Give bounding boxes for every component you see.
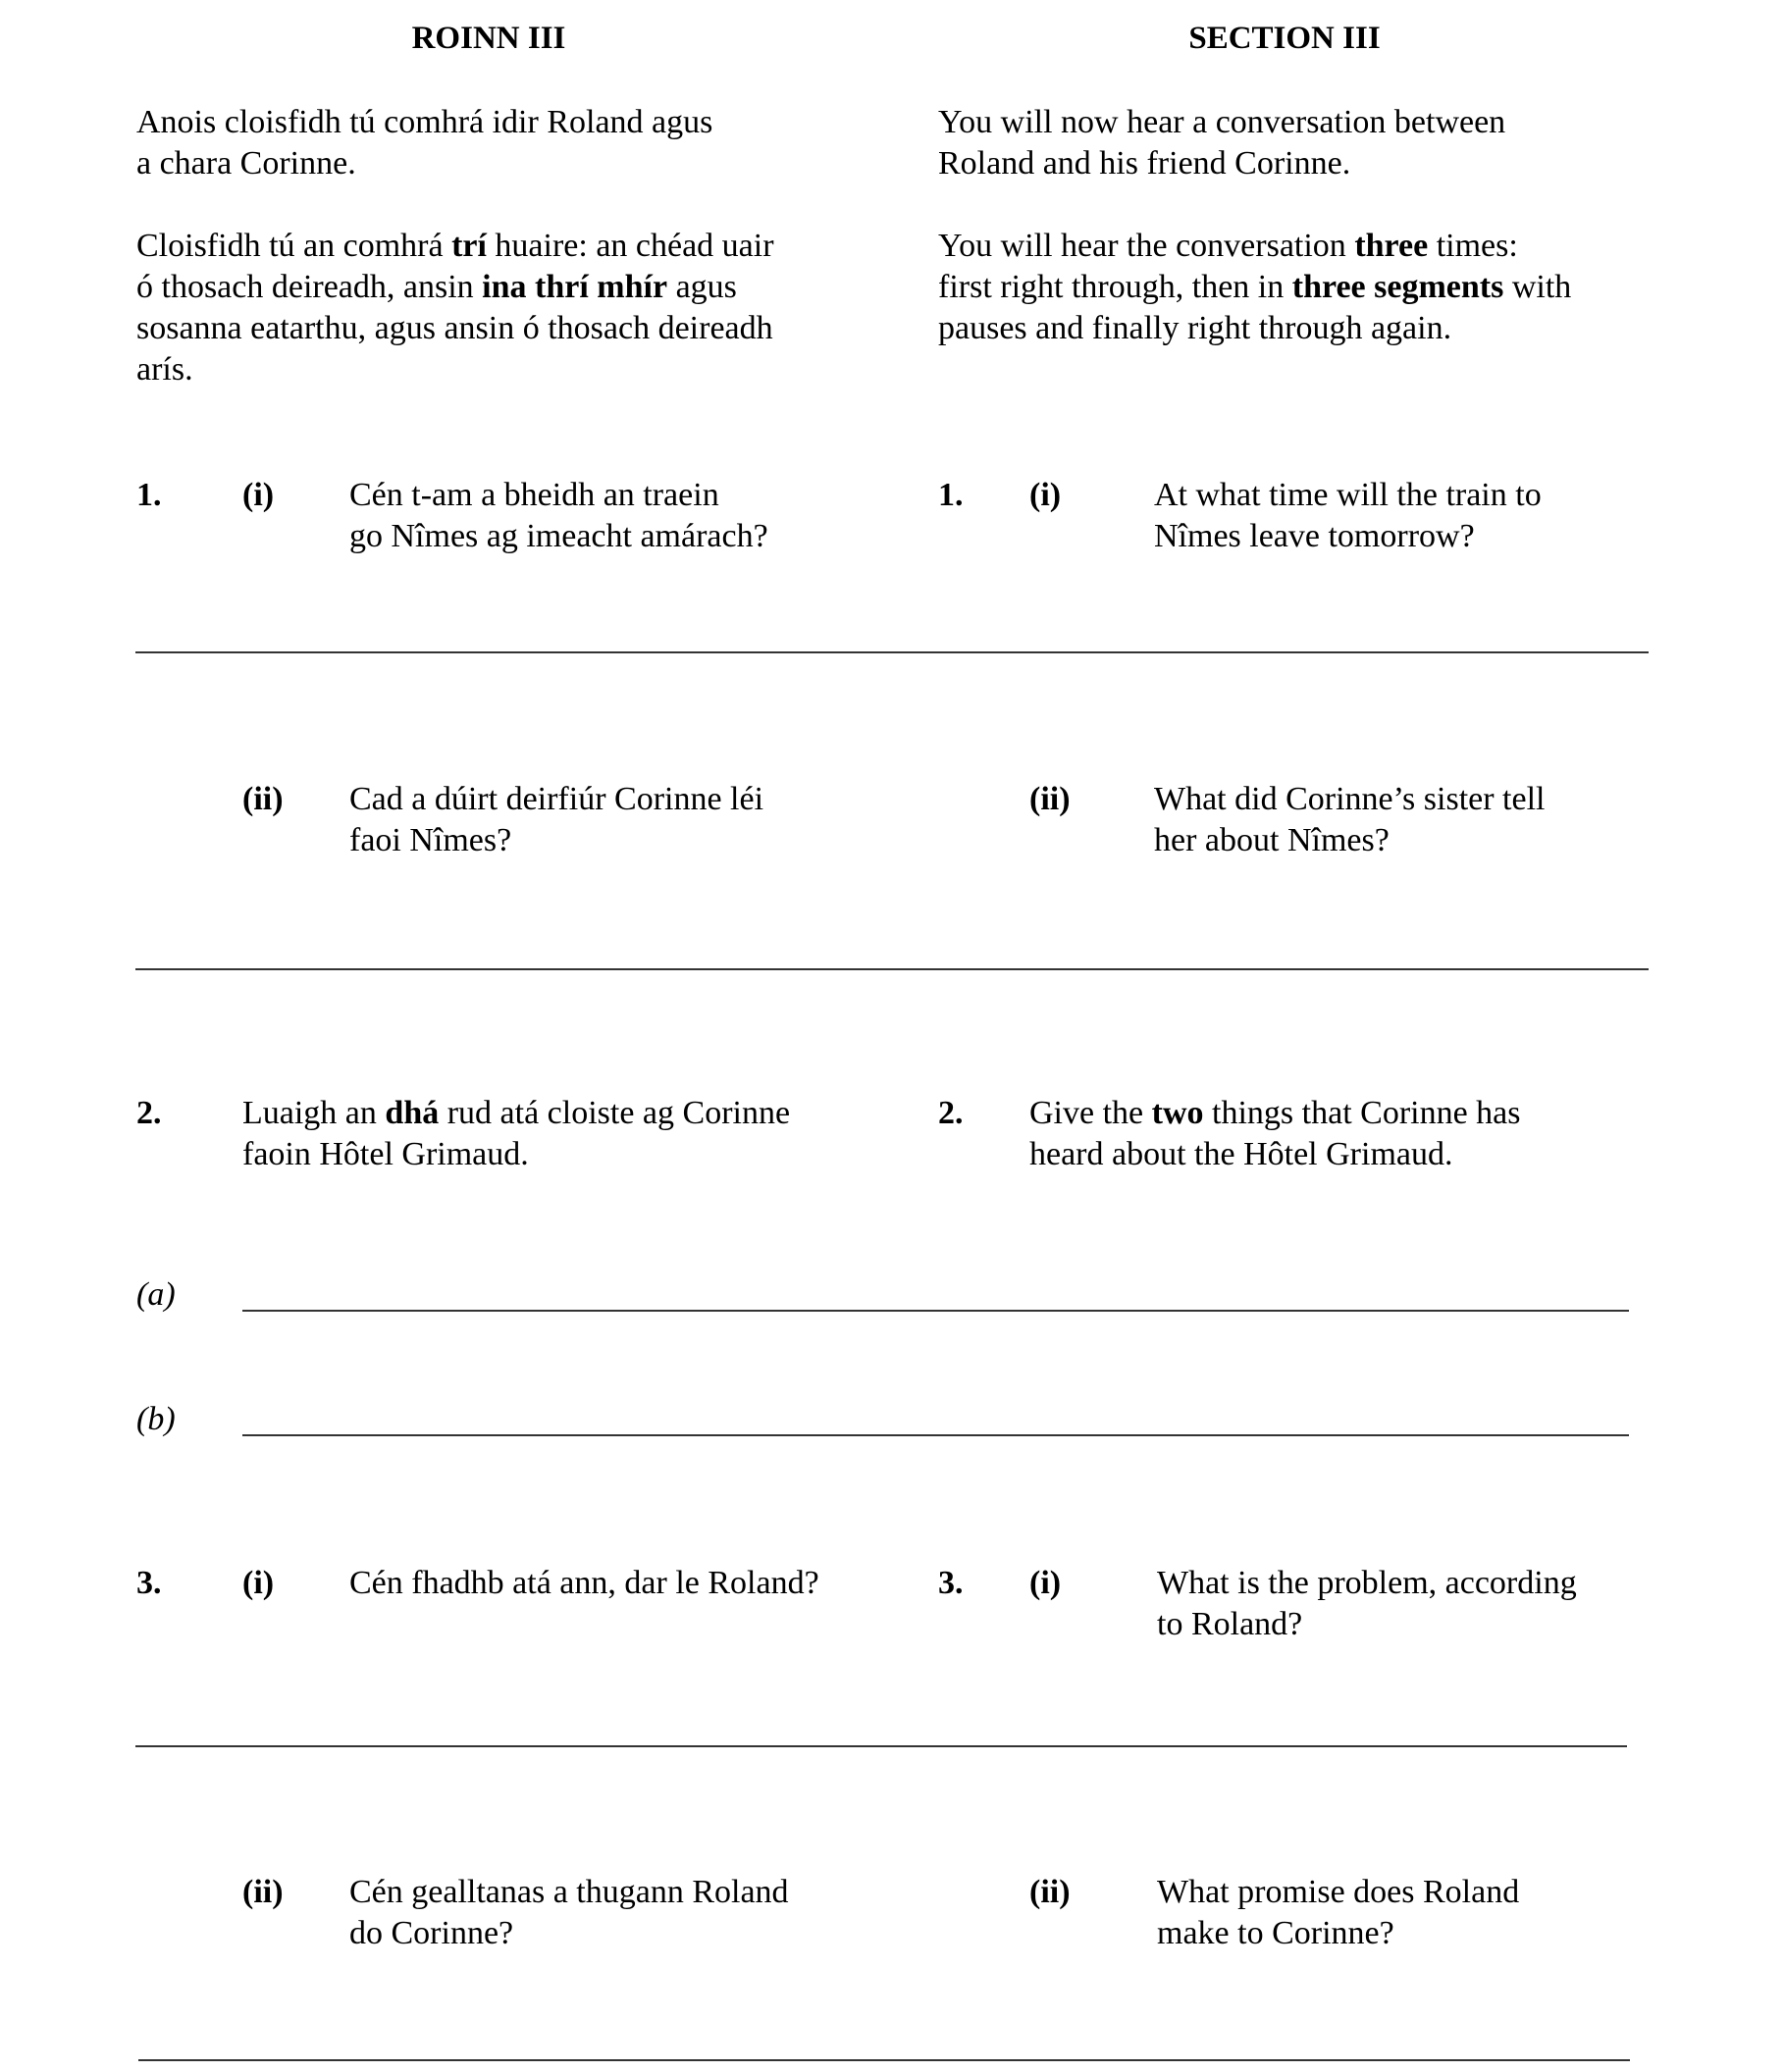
intro-line: sosanna eatarthu, agus ansin ó thosach deireadh — [136, 310, 773, 346]
intro-line: Anois cloisfidh tú comhrá idir Roland agus — [136, 104, 713, 140]
section-heading-english: SECTION III — [1188, 21, 1381, 56]
question-number: 2. — [136, 1095, 162, 1131]
subquestion-label: (ii) — [1029, 781, 1071, 817]
subquestion-label: (ii) — [242, 781, 284, 817]
question-text-english: At what time will the train to Nîmes leave tomorrow? — [1154, 477, 1542, 554]
question-text-english: What promise does Roland make to Corinne? — [1157, 1874, 1520, 1951]
question-number: 3. — [938, 1565, 964, 1601]
subquestion-label: (i) — [242, 477, 275, 513]
question-text-english: What is the problem, according to Roland? — [1157, 1565, 1577, 1642]
intro-line: You will now hear a conversation between — [938, 104, 1506, 140]
question-text-irish: Luaigh an dhá rud atá cloiste ag Corinne faoin Hôtel Grimaud. — [242, 1095, 791, 1172]
intro-line: a chara Corinne. — [136, 145, 356, 181]
subquestion-label: (i) — [1029, 477, 1062, 513]
question-number: 1. — [136, 477, 162, 513]
intro-english-p2 — [938, 226, 1571, 349]
answer-label-a: (a) — [136, 1276, 176, 1313]
question-text-english: What did Corinne’s sister tell her about Nîmes? — [1154, 781, 1546, 858]
answer-line-2a[interactable] — [242, 1310, 1629, 1312]
intro-line: Cloisfidh tú an comhrá trí huaire: an chéad uair — [136, 228, 774, 264]
answer-line-3i[interactable] — [135, 1745, 1627, 1747]
question-number: 1. — [938, 477, 964, 513]
subquestion-label: (i) — [242, 1565, 275, 1601]
intro-irish-p1 — [136, 102, 712, 184]
subquestion-label: (ii) — [1029, 1874, 1071, 1910]
intro-line: first right through, then in three segments with — [938, 269, 1572, 305]
question-text-irish: Cén fhadhb atá ann, dar le Roland? — [349, 1565, 819, 1601]
intro-line: arís. — [136, 351, 193, 388]
answer-line-1i[interactable] — [135, 651, 1649, 653]
intro-english-p1 — [938, 102, 1505, 184]
subquestion-label: (ii) — [242, 1874, 284, 1910]
question-number: 3. — [136, 1565, 162, 1601]
intro-line: ó thosach deireadh, ansin ina thrí mhír agus — [136, 269, 737, 305]
question-text-english: Give the two things that Corinne has heard about the Hôtel Grimaud. — [1029, 1095, 1521, 1172]
intro-line: Roland and his friend Corinne. — [938, 145, 1351, 181]
intro-irish-p2 — [136, 226, 774, 390]
subquestion-label: (i) — [1029, 1565, 1062, 1601]
intro-line: You will hear the conversation three times: — [938, 228, 1518, 264]
question-text-irish: Cén t-am a bheidh an traein go Nîmes ag imeacht amárach? — [349, 477, 768, 554]
answer-line-3ii[interactable] — [138, 2059, 1630, 2061]
question-text-irish: Cad a dúirt deirfiúr Corinne léi faoi Nîmes? — [349, 781, 764, 858]
question-number: 2. — [938, 1095, 964, 1131]
intro-line: pauses and finally right through again. — [938, 310, 1452, 346]
answer-label-b: (b) — [136, 1401, 176, 1437]
question-text-irish: Cén gealltanas a thugann Roland do Corinne? — [349, 1874, 789, 1951]
answer-line-2b[interactable] — [242, 1434, 1629, 1436]
section-heading-irish: ROINN III — [411, 21, 566, 56]
answer-line-1ii[interactable] — [135, 968, 1649, 970]
